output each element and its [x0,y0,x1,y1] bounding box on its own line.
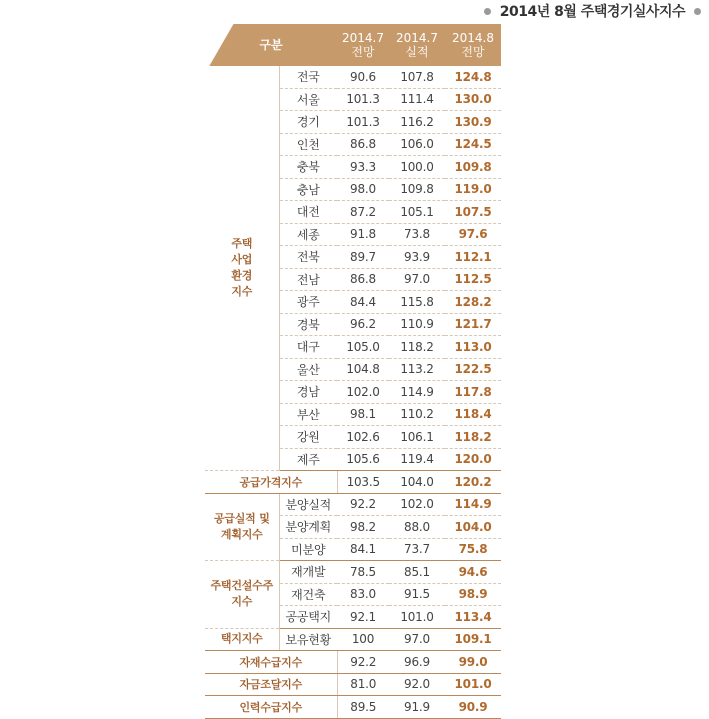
value-2014-7-forecast: 96.2 [337,313,389,336]
value-2014-8-forecast: 130.9 [445,111,501,134]
value-2014-7-actual: 92.0 [389,673,445,696]
group-label: 택지지수 [205,628,279,651]
item-name: 보유현황 [279,628,337,651]
value-2014-8-forecast: 118.4 [445,403,501,426]
table-row [205,628,501,651]
item-name: 재개발 [279,561,337,584]
region-name: 전국 [279,66,337,88]
value-2014-8-forecast: 99.0 [445,651,501,674]
value-2014-8-forecast: 107.5 [445,201,501,224]
header-gubun: 구분 [205,24,337,66]
value-2014-8-forecast: 120.0 [445,448,501,471]
table-row [205,696,501,719]
region-name: 충북 [279,156,337,179]
value-2014-7-actual: 73.8 [389,223,445,246]
value-2014-7-actual: 119.4 [389,448,445,471]
title-bar [205,0,709,22]
value-2014-7-actual: 118.2 [389,336,445,359]
value-2014-7-actual: 104.0 [389,471,445,494]
value-2014-7-actual: 107.8 [389,66,445,88]
value-2014-7-forecast: 89.7 [337,246,389,269]
value-2014-7-forecast: 105.6 [337,448,389,471]
value-2014-8-forecast: 112.1 [445,246,501,269]
item-name: 재건축 [279,583,337,606]
table-row [205,66,501,88]
value-2014-7-actual: 111.4 [389,88,445,111]
region-name: 전남 [279,268,337,291]
value-2014-8-forecast: 112.5 [445,268,501,291]
value-2014-7-forecast: 92.1 [337,606,389,629]
region-name: 강원 [279,426,337,449]
value-2014-7-forecast: 98.2 [337,516,389,539]
value-2014-8-forecast: 109.1 [445,628,501,651]
group-label: 주택 사업 환경 지수 [205,66,279,471]
value-2014-7-forecast: 92.2 [337,651,389,674]
value-2014-7-actual: 105.1 [389,201,445,224]
region-name: 울산 [279,358,337,381]
value-2014-7-actual: 96.9 [389,651,445,674]
region-name: 충남 [279,178,337,201]
value-2014-7-actual: 93.9 [389,246,445,269]
item-name: 공공택지 [279,606,337,629]
value-2014-7-actual: 97.0 [389,268,445,291]
value-2014-8-forecast: 122.5 [445,358,501,381]
group-label: 주택건설수주 지수 [205,561,279,629]
value-2014-7-actual: 100.0 [389,156,445,179]
value-2014-8-forecast: 124.8 [445,66,501,88]
table-row [205,471,501,494]
value-2014-8-forecast: 113.0 [445,336,501,359]
value-2014-7-forecast: 86.8 [337,133,389,156]
region-name: 대전 [279,201,337,224]
item-name: 분양계획 [279,516,337,539]
value-2014-8-forecast: 130.0 [445,88,501,111]
region-name: 세종 [279,223,337,246]
table-row [205,673,501,696]
header-col1: 2014.7 전망 [337,24,389,66]
group-label: 공급가격지수 [205,471,337,494]
value-2014-7-forecast: 89.5 [337,696,389,719]
value-2014-7-forecast: 102.6 [337,426,389,449]
value-2014-7-actual: 97.0 [389,628,445,651]
value-2014-7-forecast: 103.5 [337,471,389,494]
value-2014-8-forecast: 90.9 [445,696,501,719]
value-2014-7-actual: 115.8 [389,291,445,314]
value-2014-7-actual: 91.9 [389,696,445,719]
value-2014-7-actual: 109.8 [389,178,445,201]
value-2014-7-actual: 110.2 [389,403,445,426]
value-2014-7-actual: 88.0 [389,516,445,539]
value-2014-8-forecast: 109.8 [445,156,501,179]
header-col3: 2014.8 전망 [445,24,501,66]
value-2014-7-forecast: 87.2 [337,201,389,224]
value-2014-7-forecast: 91.8 [337,223,389,246]
value-2014-8-forecast: 101.0 [445,673,501,696]
value-2014-7-forecast: 90.6 [337,66,389,88]
value-2014-8-forecast: 104.0 [445,516,501,539]
value-2014-7-forecast: 81.0 [337,673,389,696]
region-name: 대구 [279,336,337,359]
value-2014-7-forecast: 105.0 [337,336,389,359]
value-2014-7-forecast: 93.3 [337,156,389,179]
region-name: 인천 [279,133,337,156]
group-label: 공급실적 및 계획지수 [205,493,279,561]
region-name: 전북 [279,246,337,269]
value-2014-7-actual: 116.2 [389,111,445,134]
value-2014-8-forecast: 128.2 [445,291,501,314]
value-2014-8-forecast: 119.0 [445,178,501,201]
region-name: 부산 [279,403,337,426]
value-2014-8-forecast: 117.8 [445,381,501,404]
value-2014-7-actual: 114.9 [389,381,445,404]
value-2014-7-forecast: 102.0 [337,381,389,404]
value-2014-8-forecast: 124.5 [445,133,501,156]
group-label: 자금조달지수 [205,673,337,696]
group-label: 인력수급지수 [205,696,337,719]
value-2014-8-forecast: 98.9 [445,583,501,606]
value-2014-8-forecast: 121.7 [445,313,501,336]
value-2014-7-forecast: 104.8 [337,358,389,381]
value-2014-7-actual: 113.2 [389,358,445,381]
header-col2: 2014.7 실적 [389,24,445,66]
table-body [205,66,501,718]
region-name: 서울 [279,88,337,111]
value-2014-7-forecast: 78.5 [337,561,389,584]
value-2014-8-forecast: 94.6 [445,561,501,584]
region-name: 경북 [279,313,337,336]
value-2014-7-actual: 102.0 [389,493,445,516]
table-row [205,493,501,516]
value-2014-7-forecast: 84.4 [337,291,389,314]
table-row [205,651,501,674]
value-2014-7-actual: 106.0 [389,133,445,156]
value-2014-7-actual: 85.1 [389,561,445,584]
index-table [205,24,501,719]
value-2014-8-forecast: 120.2 [445,471,501,494]
region-name: 제주 [279,448,337,471]
bullet-dot-icon [694,8,701,15]
value-2014-7-forecast: 100 [337,628,389,651]
item-name: 미분양 [279,538,337,561]
value-2014-8-forecast: 113.4 [445,606,501,629]
value-2014-7-actual: 110.9 [389,313,445,336]
value-2014-7-forecast: 83.0 [337,583,389,606]
value-2014-7-forecast: 101.3 [337,88,389,111]
region-name: 광주 [279,291,337,314]
value-2014-8-forecast: 114.9 [445,493,501,516]
value-2014-7-actual: 106.1 [389,426,445,449]
value-2014-8-forecast: 118.2 [445,426,501,449]
value-2014-7-forecast: 84.1 [337,538,389,561]
value-2014-7-forecast: 98.1 [337,403,389,426]
value-2014-8-forecast: 97.6 [445,223,501,246]
value-2014-7-forecast: 86.8 [337,268,389,291]
value-2014-8-forecast: 75.8 [445,538,501,561]
table-row [205,561,501,584]
region-name: 경남 [279,381,337,404]
bullet-dot-icon [484,8,491,15]
group-label: 자재수급지수 [205,651,337,674]
value-2014-7-forecast: 101.3 [337,111,389,134]
value-2014-7-forecast: 98.0 [337,178,389,201]
value-2014-7-forecast: 92.2 [337,493,389,516]
header-row [205,24,501,66]
region-name: 경기 [279,111,337,134]
table-title: 2014년 8월 주택경기실사지수 [499,4,685,20]
value-2014-7-actual: 73.7 [389,538,445,561]
item-name: 분양실적 [279,493,337,516]
value-2014-7-actual: 101.0 [389,606,445,629]
value-2014-7-actual: 91.5 [389,583,445,606]
